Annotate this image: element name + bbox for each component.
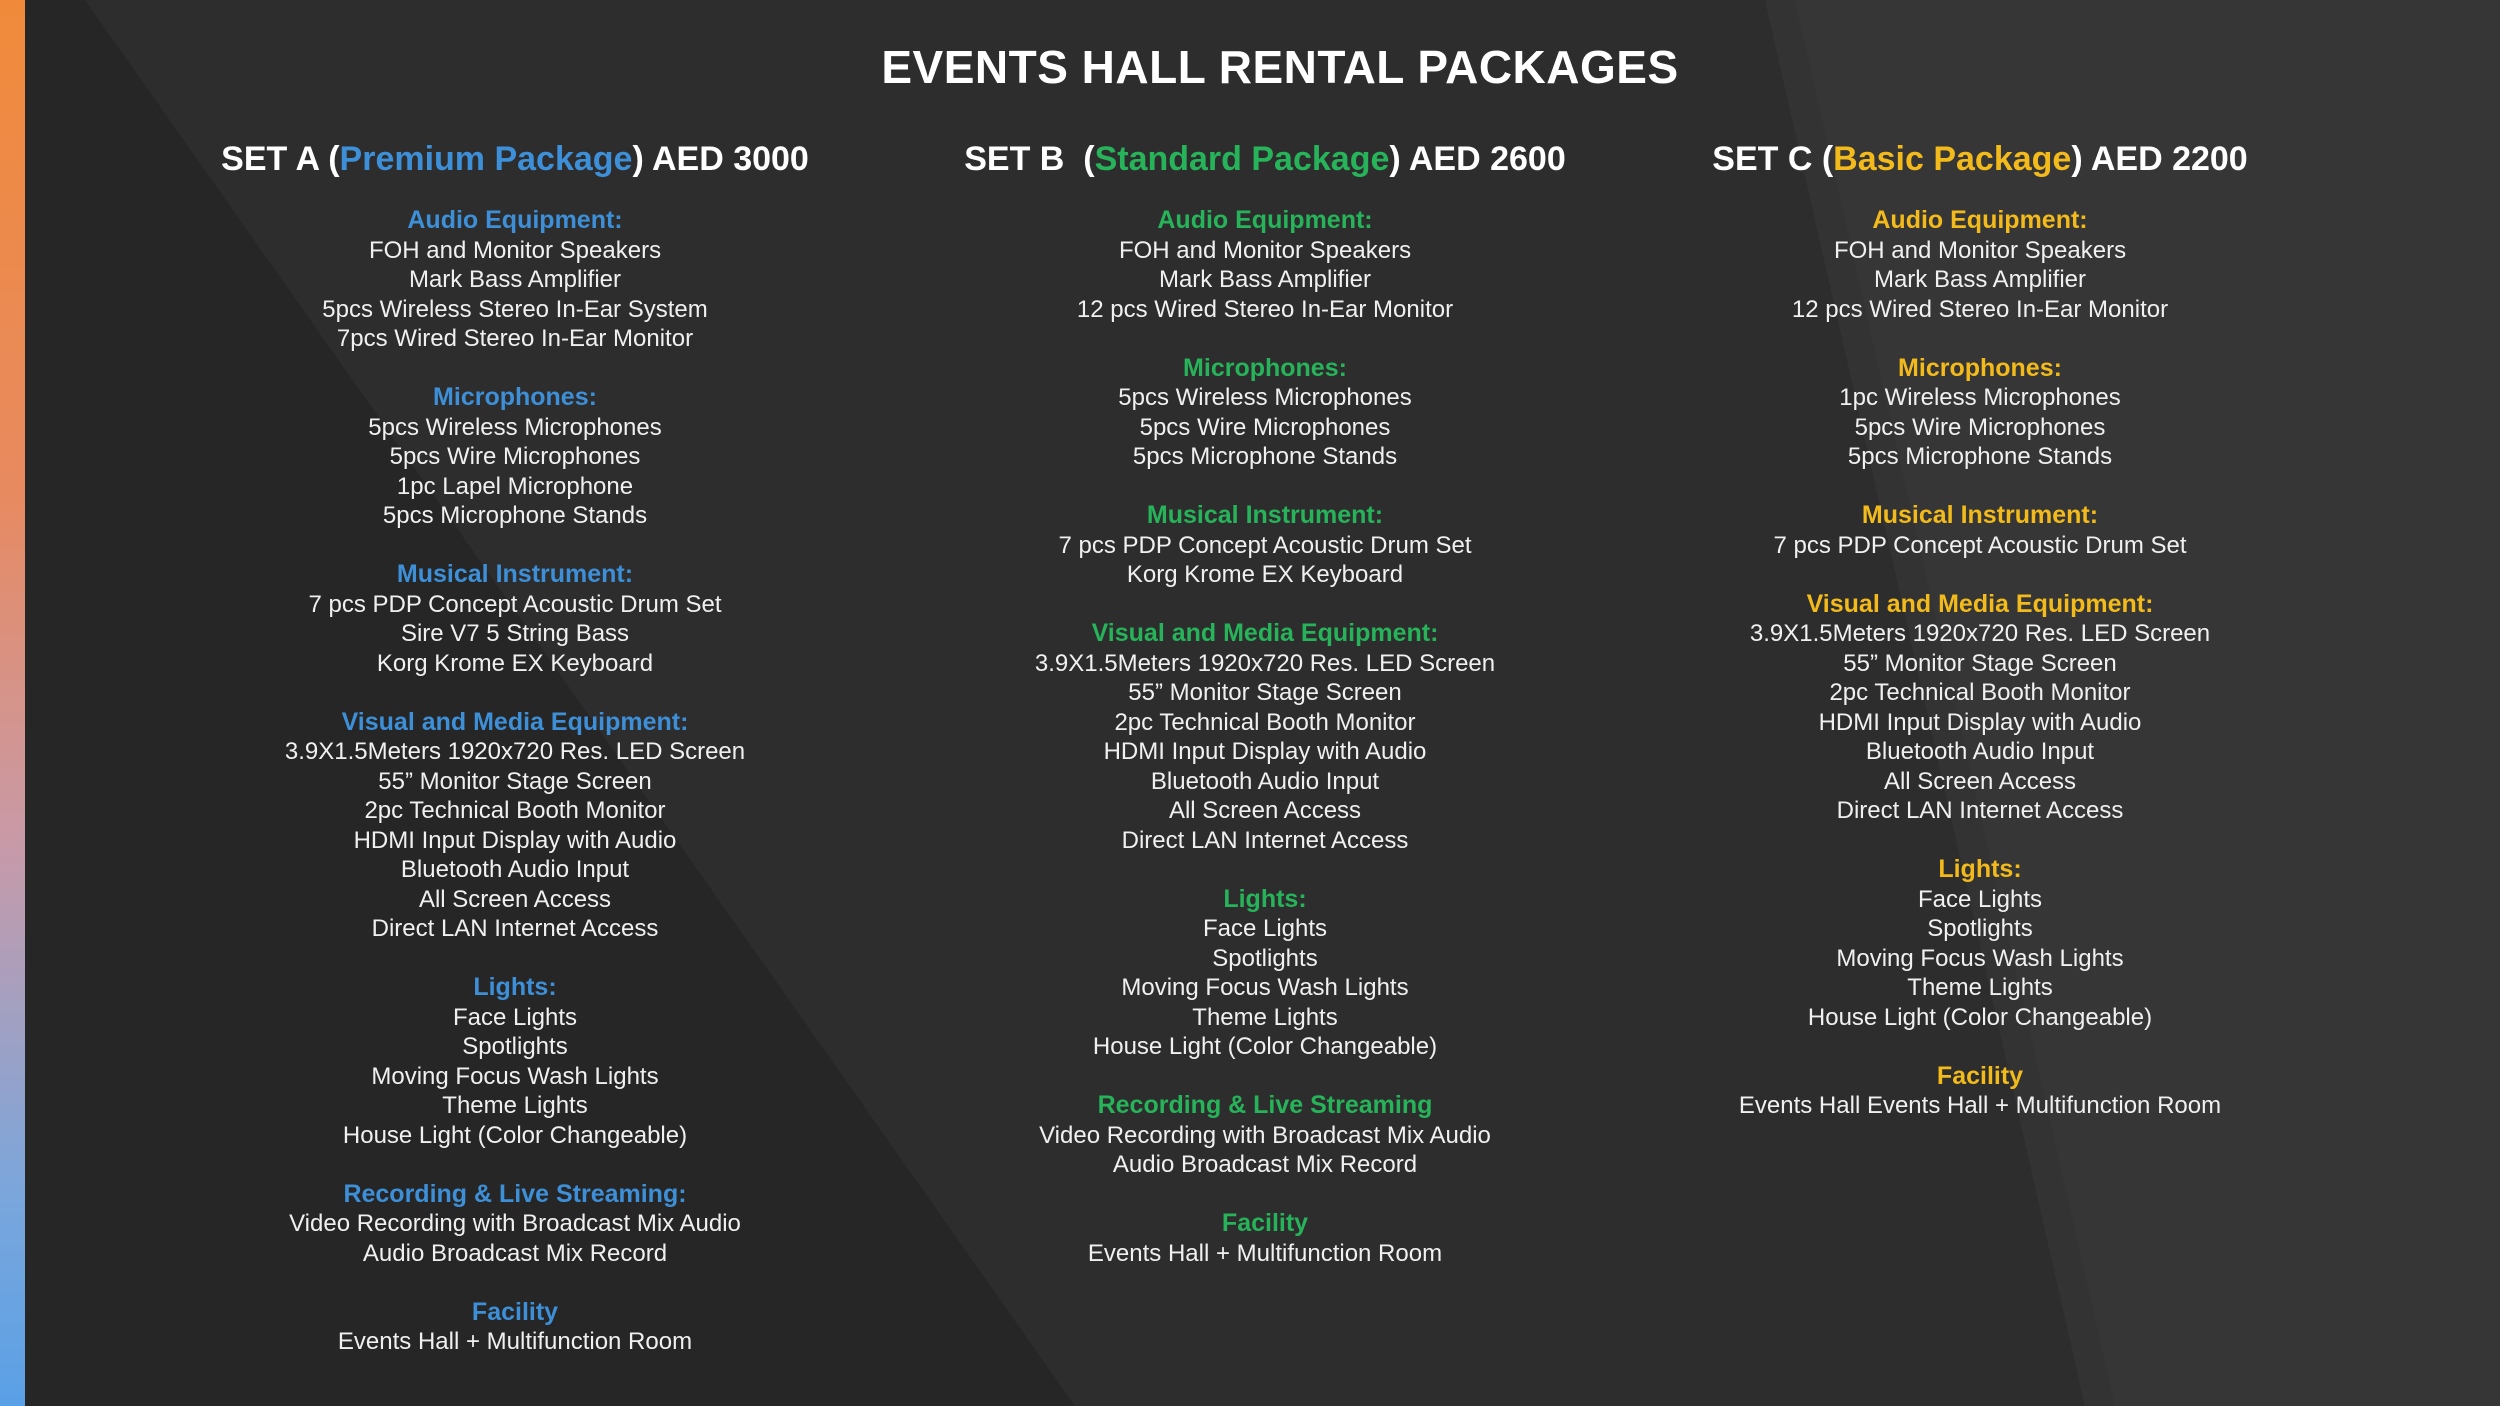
package-section <box>915 885 1615 1062</box>
section-item: Spotlights <box>1927 915 2033 942</box>
section-item: House Light (Color Changeable) <box>342 1121 688 1149</box>
section-item: 5pcs Wireless Microphones <box>1118 384 1412 411</box>
section-item: Direct LAN Internet Access <box>1836 797 2124 824</box>
package-section <box>1630 1062 2330 1121</box>
section-item: 3.9X1.5Meters 1920x720 Res. LED Screen <box>1749 620 2211 647</box>
package-section <box>915 1209 1615 1268</box>
section-item: Video Recording with Broadcast Mix Audio <box>1039 1121 1491 1149</box>
package-section <box>165 708 865 944</box>
set-c-price: ) AED 2200 <box>2071 140 2248 178</box>
section-item: Moving Focus Wash Lights <box>1121 974 1409 1001</box>
section-item: FOH and Monitor Speakers <box>368 236 662 264</box>
section-heading: Visual and Media Equipment: <box>1091 619 1439 647</box>
set-c-column <box>1630 135 2330 1150</box>
set-c-sections <box>1630 206 2330 1121</box>
package-section <box>915 206 1615 324</box>
section-item: House Light (Color Changeable) <box>1092 1033 1438 1060</box>
section-item: 7 pcs PDP Concept Acoustic Drum Set <box>1058 531 1472 559</box>
section-item: All Screen Access <box>418 885 612 913</box>
section-heading: Audio Equipment: <box>1872 206 2088 234</box>
package-section <box>1630 590 2330 826</box>
section-item: Bluetooth Audio Input <box>400 856 630 883</box>
section-heading: Musical Instrument: <box>1861 501 2099 529</box>
section-item: Sire V7 5 String Bass <box>400 620 630 647</box>
section-item: Spotlights <box>1212 944 1318 972</box>
section-item: 5pcs Wireless Microphones <box>368 413 662 441</box>
section-item: 5pcs Wire Microphones <box>1139 413 1391 441</box>
package-section <box>1630 501 2330 560</box>
section-item: Mark Bass Amplifier <box>1873 266 2087 293</box>
section-heading: Lights: <box>1938 855 2022 883</box>
set-b-sections <box>915 206 1615 1268</box>
set-a-prefix: SET A ( <box>221 140 340 178</box>
section-item: Korg Krome EX Keyboard <box>1126 561 1404 588</box>
section-item: House Light (Color Changeable) <box>1807 1003 2153 1031</box>
section-item: Events Hall + Multifunction Room <box>337 1328 693 1355</box>
set-a-column <box>165 135 865 1386</box>
section-item: HDMI Input Display with Audio <box>1103 738 1427 765</box>
set-c-prefix: SET C ( <box>1712 140 1834 178</box>
section-heading: Audio Equipment: <box>407 206 623 234</box>
section-heading: Visual and Media Equipment: <box>1806 589 2154 618</box>
section-item: HDMI Input Display with Audio <box>1818 708 2142 736</box>
section-item: Face Lights <box>452 1003 578 1031</box>
section-item: Moving Focus Wash Lights <box>371 1062 659 1090</box>
section-item: 1pc Wireless Microphones <box>1839 384 2121 411</box>
section-item: 2pc Technical Booth Monitor <box>1114 708 1416 736</box>
section-item: Theme Lights <box>442 1092 588 1119</box>
section-item: 7 pcs PDP Concept Acoustic Drum Set <box>308 590 722 618</box>
set-b-package-name: Standard Package <box>1094 140 1390 178</box>
package-section <box>165 973 865 1150</box>
section-item: 3.9X1.5Meters 1920x720 Res. LED Screen <box>284 738 746 765</box>
package-section <box>1630 354 2330 472</box>
package-section <box>1630 206 2330 324</box>
section-item: Moving Focus Wash Lights <box>1836 944 2124 972</box>
section-item: 5pcs Microphone Stands <box>1847 443 2113 470</box>
section-heading: Musical Instrument: <box>1146 501 1384 529</box>
section-item: Video Recording with Broadcast Mix Audio <box>289 1210 741 1237</box>
section-item: Mark Bass Amplifier <box>1158 266 1372 293</box>
section-heading: Facility <box>1936 1061 2024 1090</box>
package-section <box>915 619 1615 855</box>
section-item: 7 pcs PDP Concept Acoustic Drum Set <box>1773 531 2187 559</box>
section-item: Audio Broadcast Mix Record <box>362 1239 668 1267</box>
section-item: HDMI Input Display with Audio <box>353 826 677 854</box>
section-item: 5pcs Wire Microphones <box>389 443 641 470</box>
section-item: Events Hall + Multifunction Room <box>1087 1239 1443 1267</box>
section-heading: Recording & Live Streaming: <box>343 1179 687 1208</box>
set-c-title <box>1630 135 2330 183</box>
section-item: Face Lights <box>1202 915 1328 942</box>
package-section <box>165 206 865 354</box>
section-item: Audio Broadcast Mix Record <box>1112 1151 1418 1178</box>
set-b-title <box>915 135 1615 183</box>
section-item: Mark Bass Amplifier <box>408 266 622 293</box>
package-section <box>915 1091 1615 1180</box>
section-item: 12 pcs Wired Stereo In-Ear Monitor <box>1076 295 1454 323</box>
section-heading: Facility <box>1221 1209 1309 1237</box>
section-heading: Microphones: <box>1898 353 2062 382</box>
set-a-package-name: Premium Package <box>339 140 633 178</box>
section-item: Korg Krome EX Keyboard <box>376 649 654 677</box>
package-section <box>165 1298 865 1357</box>
section-item: 1pc Lapel Microphone <box>396 472 634 500</box>
section-heading: Visual and Media Equipment: <box>341 707 689 736</box>
section-heading: Recording & Live Streaming <box>1097 1091 1433 1119</box>
section-item: 12 pcs Wired Stereo In-Ear Monitor <box>1791 295 2169 323</box>
section-item: 55” Monitor Stage Screen <box>378 767 652 795</box>
section-heading: Audio Equipment: <box>1157 206 1373 234</box>
package-section <box>165 1180 865 1269</box>
section-item: 55” Monitor Stage Screen <box>1843 649 2117 677</box>
section-item: 2pc Technical Booth Monitor <box>1829 679 2131 706</box>
section-item: 7pcs Wired Stereo In-Ear Monitor <box>336 325 694 352</box>
section-item: 5pcs Wire Microphones <box>1854 413 2106 441</box>
section-item: Theme Lights <box>1192 1003 1338 1031</box>
section-item: Direct LAN Internet Access <box>1121 826 1409 854</box>
section-item: Theme Lights <box>1907 974 2053 1001</box>
package-section <box>915 354 1615 472</box>
section-item: 2pc Technical Booth Monitor <box>364 797 666 824</box>
section-item: Spotlights <box>462 1033 568 1060</box>
section-item: 3.9X1.5Meters 1920x720 Res. LED Screen <box>1034 649 1496 677</box>
set-a-title <box>165 135 865 183</box>
section-heading: Microphones: <box>433 383 597 411</box>
page-title: EVENTS HALL RENTAL PACKAGES <box>881 41 1679 93</box>
package-section <box>165 383 865 531</box>
set-b-prefix: SET B ( <box>964 140 1095 178</box>
accent-gradient-bar <box>0 0 25 1406</box>
section-item: 5pcs Microphone Stands <box>1132 443 1398 470</box>
section-item: 5pcs Wireless Stereo In-Ear System <box>322 295 708 323</box>
section-item: All Screen Access <box>1168 797 1362 824</box>
section-item: Events Hall Events Hall + Multifunction Room <box>1738 1092 2222 1119</box>
section-item: Bluetooth Audio Input <box>1150 767 1380 795</box>
package-section <box>1630 855 2330 1032</box>
set-b-price: ) AED 2600 <box>1389 140 1566 178</box>
section-item: 55” Monitor Stage Screen <box>1128 679 1402 706</box>
package-section <box>915 501 1615 590</box>
section-heading: Lights: <box>473 973 557 1001</box>
section-item: 5pcs Microphone Stands <box>382 502 648 529</box>
section-item: FOH and Monitor Speakers <box>1118 236 1412 264</box>
section-item: Direct LAN Internet Access <box>371 915 659 942</box>
section-item: Bluetooth Audio Input <box>1865 738 2095 765</box>
set-c-package-name: Basic Package <box>1833 140 2072 178</box>
set-a-sections <box>165 206 865 1357</box>
section-heading: Microphones: <box>1183 353 1347 382</box>
package-section <box>165 560 865 678</box>
set-b-column <box>915 135 1615 1298</box>
section-item: All Screen Access <box>1883 767 2077 795</box>
set-a-price: ) AED 3000 <box>632 140 809 178</box>
section-item: Face Lights <box>1917 885 2043 913</box>
section-heading: Musical Instrument: <box>396 560 634 588</box>
section-item: FOH and Monitor Speakers <box>1833 236 2127 264</box>
section-heading: Facility <box>471 1297 559 1326</box>
section-heading: Lights: <box>1223 884 1307 913</box>
